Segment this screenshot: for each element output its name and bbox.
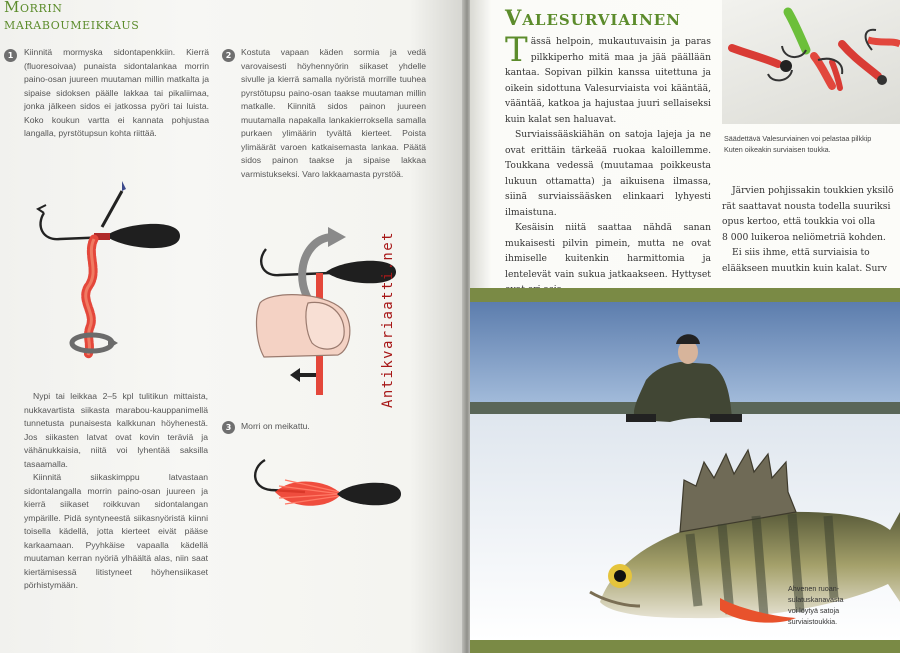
step-3-badge: 3 bbox=[222, 421, 235, 434]
lures-illustration bbox=[722, 0, 900, 124]
step-1-paragraph: Kiinnitä mormyska sidontapenkkiin. Kierrä (fluoresoivaa) punaista sidontalankaa morrin paino-osan juureen muutaman millin matkalta ja sipaise sidoksen päälle lakkaa tai pikaliimaa, jonka jälkeen sidos ei jatkossa pyöri tai luista. Koko koukun vartta ei kannata pohjustaa langalla, pyrstötupsun kohta riittää. bbox=[24, 47, 209, 138]
lures-caption bbox=[724, 133, 900, 155]
marabou-tail-icon bbox=[275, 480, 341, 506]
right-paragraph-1-line-3: opus kertoo, että toukkia voi olla bbox=[722, 216, 876, 227]
jig-weight-icon bbox=[337, 483, 401, 506]
perch-caption-line-4: surviaistoukkia. bbox=[788, 617, 838, 626]
right-column-text bbox=[722, 183, 900, 276]
vale-paragraph-1-body: ässä helpoin, mukautuvaisin ja paras pilkkiperho mitä maa ja jää päällään kantaa. Sopivan pilkin kanssa uitettuna ja oikein sidottuna Valesurviaista voi kääntää, vääntää, katkoa ja hajustaa juuri sellaiseksi kuin kalat sen haluavat. bbox=[505, 36, 711, 125]
left-arrow-icon bbox=[290, 368, 316, 382]
right-paragraph-1-line-4: 8 000 luikeroa neliömetriä kohden. bbox=[722, 231, 886, 243]
right-paragraph-2-line-2: elääkseen muutkin kuin kalat. Surv bbox=[722, 262, 887, 274]
step-2-badge: 2 bbox=[222, 49, 235, 62]
lures-caption-line-2: Kuten oikeakin surviaisen toukka. bbox=[724, 145, 831, 154]
hook-icon bbox=[261, 249, 330, 275]
step-3-paragraph: Morri on meikattu. bbox=[241, 421, 310, 431]
drop-cap: T bbox=[505, 30, 528, 70]
rotation-arrow-icon bbox=[72, 335, 118, 351]
bottom-paragraph-1: Nypi tai leikkaa 2–5 kpl tulitikun mittaista, nukkavartista siikasta marabou-kauppanimellä tunnetusta punaisesta kalkkunan höyhenestä. Jos siikasten latvat ovat kovin teräviä ja vähänukkaisia, niitä voi lyhentää saksilla tasaamalla. bbox=[24, 391, 208, 469]
thumb-icon bbox=[257, 295, 350, 357]
jig-weight-icon bbox=[94, 224, 180, 248]
step-2-paragraph: Kostuta vapaan käden sormia ja vedä varovaisesti höyhennyörin siikaset yhdelle sivulle ja kierrä samalla nyöristä morrille tuuhea pyrstötupsu paino-osan taakse muutaman millin matkalle. Kiinnitä sidos painon juureen muutamalla napakalla lankakierroksella samalla purkaen ylimäärin tyvältä kierteet. Poista ylimäärät varoen katkaisemasta lankaa. Päätä sidos painon taakse ja sipaise lakkaa varmistukseksi. Varo lakkaamasta pyrstöä. bbox=[241, 47, 426, 179]
right-paragraph-1-line-2: rät saattavat nousta todella suuriksi bbox=[722, 200, 891, 212]
antikvariaatti-watermark: Antikvariaatti.net bbox=[380, 231, 396, 408]
perch-caption bbox=[788, 583, 900, 627]
perch-caption-line-1: Ahvenen ruoan- bbox=[788, 584, 840, 593]
title-line-2: maraboumeikkaus bbox=[4, 15, 140, 33]
perch-caption-line-3: voi löytyä satoja bbox=[788, 606, 840, 615]
step-2-text bbox=[241, 46, 426, 181]
photo-frame-top bbox=[470, 288, 900, 302]
red-larva-lure-icon bbox=[842, 30, 900, 85]
green-larva-lure-icon bbox=[782, 12, 806, 57]
vale-paragraph-2: Surviaissääskiähän on satoja lajeja ja ne ovat erittäin tärkeää ruokaa kaloillemme. Toukkana vedessä (muutamaa poikkeusta lukuun ottamatta) ja aikuisena ilmassa, siinä surviaissääsken elinkaari lyhyesti ilmaistuna. bbox=[505, 129, 711, 218]
right-paragraph-1 bbox=[722, 183, 900, 245]
left-bottom-text bbox=[24, 390, 208, 593]
right-paragraph-2-line-1: Ei siis ihme, että surviaisia to bbox=[732, 247, 870, 258]
title-line-1: Morrin bbox=[4, 0, 63, 16]
perch-caption-line-2: sulatuskanavasta bbox=[788, 595, 844, 604]
step-3-text bbox=[241, 420, 421, 434]
valesurviainen-text bbox=[505, 30, 711, 298]
step-1-badge: 1 bbox=[4, 49, 17, 62]
diagram-step-1 bbox=[30, 175, 220, 380]
photo-frame-bottom bbox=[470, 640, 900, 653]
bottom-paragraph-2: Kiinnitä siikaskimppu latvastaan sidontalangalla morrin paino-osan juureen ja kierrä siikaset roikkuvan sidontalangan ympärille. Pidä syntyneestä siikasnyöristä kiinni toisella kädellä, jotta kierteet eivät pääse karkaamaan. Pyyhkäise vapaalla kädellä muutaman kerran nyöriä ylhäältä alas, niin saat kiertämisessä litistyneet höyhensiikaset pörhistymään. bbox=[24, 472, 208, 590]
step-1-text bbox=[24, 46, 209, 141]
red-larva-lure-icon bbox=[732, 48, 792, 80]
right-paragraph-2 bbox=[722, 245, 900, 276]
left-page-title bbox=[4, 0, 139, 33]
diagram-step-3 bbox=[245, 450, 405, 525]
vale-paragraph-3: Kesäisin niitä saattaa nähdä sanan mukaisesti pilvin pimein, mutta ne ovat ihmiselle kuitenkin harmittomia ja lentelevät vain sukua jatkaakseen. Hyttyset bbox=[505, 222, 711, 280]
lures-caption-line-1: Säädettävä Valesurviainen voi pelastaa pilkkip bbox=[724, 134, 872, 143]
lacquer-brush-icon bbox=[102, 181, 126, 227]
red-larva-lure-icon bbox=[814, 56, 842, 88]
right-paragraph-1-line-1: Järvien pohjissakin toukkien yksilö bbox=[732, 185, 894, 196]
right-page-title: Valesurviainen bbox=[505, 5, 681, 30]
vale-paragraph-1 bbox=[505, 30, 711, 127]
lures-photo bbox=[722, 0, 900, 124]
